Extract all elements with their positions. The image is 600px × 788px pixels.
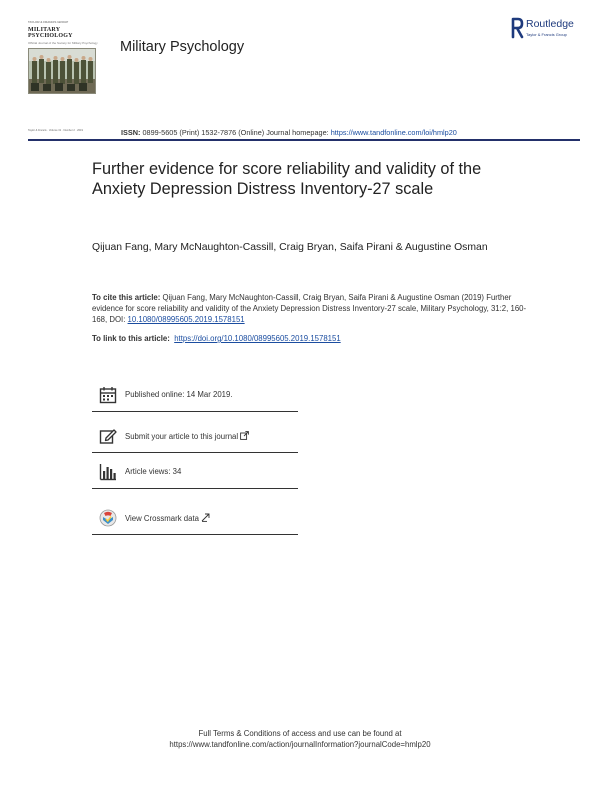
article-title: Further evidence for score reliability and validity of the Anxiety Depression Distress Inventory-27 scale (92, 160, 482, 198)
crossmark-text: View Crossmark data (125, 514, 199, 523)
footer-terms-link[interactable]: https://www.tandfonline.com/action/journalInformation?journalCode=hmlp20 (169, 740, 431, 749)
published-online-row (92, 379, 298, 412)
issn-line (121, 128, 457, 137)
published-online-text: Published online: 14 Mar 2019. (125, 390, 233, 399)
footer (0, 728, 600, 750)
journal-title: Military Psychology (120, 39, 245, 55)
bar-chart-icon (99, 463, 117, 481)
crossmark-icon (99, 509, 117, 527)
issn-label: ISSN: (121, 128, 141, 137)
citation-text: Qijuan Fang, Mary McNaughton-Cassill, Craig Bryan, Saifa Pirani & Augustine Osman (2019) Further evidence for score reliability and validity of the Anxiety Depression Distress Inventory-27 scale, Military Psychology, 31:2, 160-168, DOI: (92, 293, 527, 325)
calendar-icon (99, 386, 117, 404)
submit-article-link[interactable] (125, 431, 249, 441)
submit-article-text: Submit your article to this journal (125, 432, 239, 441)
routledge-tagline: Taylor & Francis Group (526, 32, 567, 37)
routledge-logo-icon (511, 17, 524, 39)
link-to-article-label: To link to this article: (92, 334, 170, 343)
citation (92, 292, 532, 326)
article-views-row (92, 456, 298, 489)
external-link-icon (201, 513, 210, 522)
header-divider (28, 139, 580, 141)
link-to-article (92, 334, 532, 343)
publisher-logo (511, 17, 596, 41)
submit-article-row[interactable] (92, 420, 298, 453)
cover-subtitle: Official Journal of the Society for Military Psychology (28, 41, 98, 45)
article-doi-url[interactable]: https://doi.org/10.1080/08995605.2019.1578151 (174, 334, 341, 343)
cover-photo (28, 48, 96, 94)
external-link-icon (240, 431, 249, 440)
footer-line1: Full Terms & Conditions of access and use can be found at (198, 729, 402, 738)
cover-bottom-text: Taylor & Francis · Volume 31 · Number 2 · 2019 (28, 129, 83, 132)
journal-homepage-link[interactable]: https://www.tandfonline.com/loi/hmlp20 (330, 128, 457, 137)
article-views-text: Article views: 34 (125, 467, 182, 476)
citation-label: To cite this article: (92, 293, 161, 302)
doi-link[interactable]: 10.1080/08995605.2019.1578151 (127, 315, 245, 325)
journal-cover-thumbnail (28, 20, 98, 112)
soldiers-photo-image (29, 49, 95, 93)
authors: Qijuan Fang, Mary McNaughton-Cassill, Craig Bryan, Saifa Pirani & Augustine Osman (92, 242, 488, 253)
cover-journal-name-line2: PSYCHOLOGY (28, 33, 73, 39)
crossmark-row[interactable] (92, 502, 298, 535)
cover-publisher-line: TAYLOR & FRANCIS GROUP (28, 20, 69, 24)
edit-icon (99, 427, 117, 445)
crossmark-link[interactable] (125, 513, 210, 523)
cover-journal-name-line1: MILITARY (28, 27, 61, 33)
issn-text: 0899-5605 (Print) 1532-7876 (Online) Journal homepage: (140, 128, 331, 137)
routledge-wordmark: Routledge (526, 18, 574, 30)
